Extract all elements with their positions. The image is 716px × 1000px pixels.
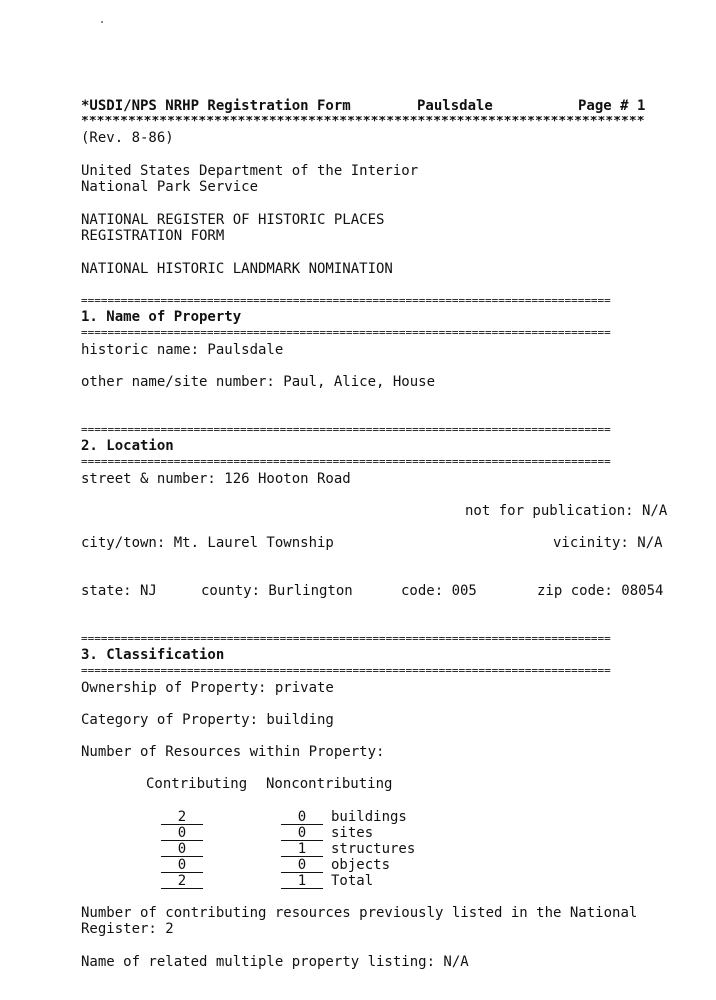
resource-label: sites <box>331 825 374 841</box>
section-divider: ================================================================================ <box>81 327 611 339</box>
vicinity: vicinity: N/A <box>553 535 663 551</box>
resource-label: Total <box>331 873 374 889</box>
noncontributing-count: 0 <box>281 810 323 824</box>
section-2-title: 2. Location <box>81 438 174 454</box>
county: county: Burlington <box>201 583 353 599</box>
contributing-count: 0 <box>161 858 203 872</box>
column-noncontributing: Noncontributing <box>266 776 393 792</box>
ownership: Ownership of Property: private <box>81 680 334 696</box>
noncontributing-count: 0 <box>281 858 323 872</box>
contributing-count: 0 <box>161 842 203 856</box>
not-for-publication: not for publication: N/A <box>465 503 668 519</box>
section-divider: ================================================================================ <box>81 424 611 436</box>
register-line-2: REGISTRATION FORM <box>81 228 225 244</box>
noncontributing-count: 1 <box>281 874 323 888</box>
noncontributing-count: 0 <box>281 826 323 840</box>
state: state: NJ <box>81 583 157 599</box>
contributing-count: 0 <box>161 826 203 840</box>
contributing-count: 2 <box>161 810 203 824</box>
revision-date: (Rev. 8-86) <box>81 130 174 146</box>
header-property-name: Paulsdale <box>417 98 493 114</box>
other-name: other name/site number: Paul, Alice, House <box>81 374 436 390</box>
contributing-count: 2 <box>161 874 203 888</box>
resource-label: buildings <box>331 809 407 825</box>
historic-name: historic name: Paulsdale <box>81 342 284 358</box>
star-divider: ************************************************************************ <box>81 116 645 128</box>
section-3-title: 3. Classification <box>81 647 225 663</box>
section-divider: ================================================================================ <box>81 665 611 677</box>
resource-label: structures <box>331 841 416 857</box>
section-divider: ================================================================================ <box>81 295 611 307</box>
section-divider: ================================================================================ <box>81 633 611 645</box>
county-code: code: 005 <box>401 583 477 599</box>
related-multiple-listing: Name of related multiple property listing: N/A <box>81 954 469 970</box>
section-divider: ================================================================================ <box>81 456 611 468</box>
resources-heading: Number of Resources within Property: <box>81 744 385 760</box>
nomination-title: NATIONAL HISTORIC LANDMARK NOMINATION <box>81 261 393 277</box>
register-line-1: NATIONAL REGISTER OF HISTORIC PLACES <box>81 212 385 228</box>
city-town: city/town: Mt. Laurel Township <box>81 535 334 551</box>
previously-listed-line-2: Register: 2 <box>81 921 174 937</box>
section-1-title: 1. Name of Property <box>81 309 242 325</box>
category: Category of Property: building <box>81 712 334 728</box>
agency-line-1: United States Department of the Interior <box>81 163 419 179</box>
scan-speck <box>101 21 103 23</box>
zip-code: zip code: 08054 <box>537 583 664 599</box>
agency-line-2: National Park Service <box>81 179 259 195</box>
noncontributing-count: 1 <box>281 842 323 856</box>
previously-listed-line-1: Number of contributing resources previously listed in the National <box>81 905 638 921</box>
page-number: Page # 1 <box>578 98 646 114</box>
resource-label: objects <box>331 857 391 873</box>
street-number: street & number: 126 Hooton Road <box>81 471 351 487</box>
column-contributing: Contributing <box>146 776 248 792</box>
form-title: *USDI/NPS NRHP Registration Form <box>81 98 351 114</box>
